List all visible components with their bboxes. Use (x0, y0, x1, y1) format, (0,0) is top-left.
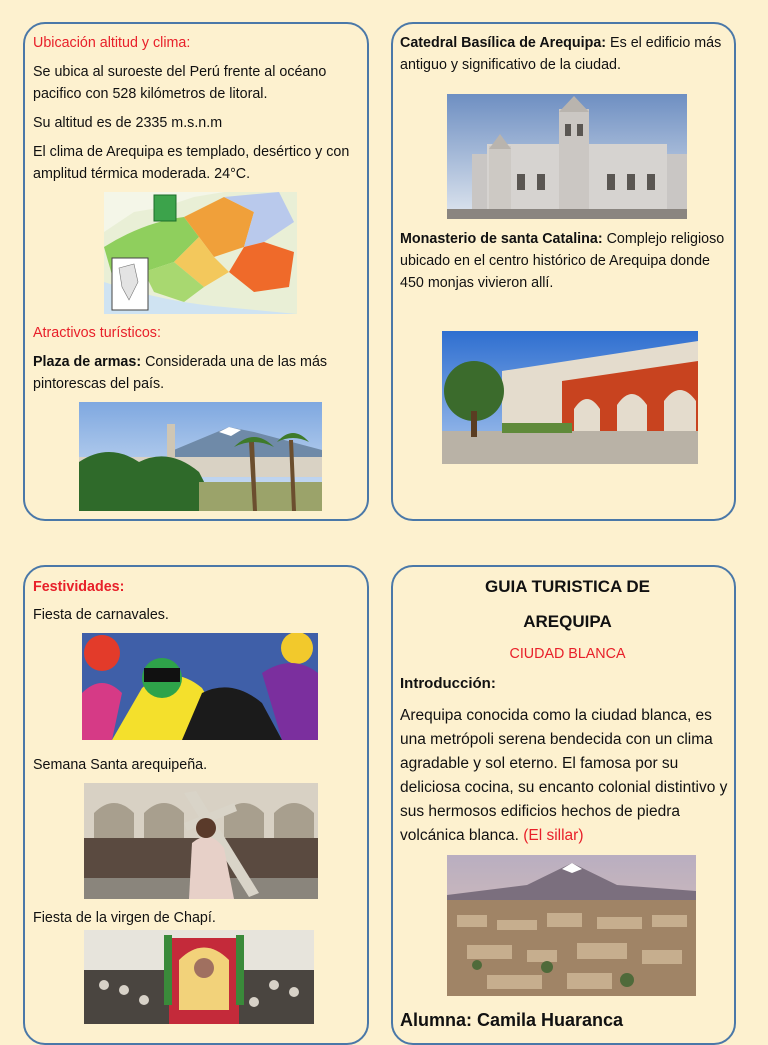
altitude-text: Su altitud es de 2335 m.s.n.m (33, 115, 223, 131)
monasterio-text: Complejo religioso ubicado en el centro histórico de Arequipa donde 450 monjas vivieron allí. (400, 231, 725, 291)
arequipa-city-image (447, 855, 696, 996)
monasterio-title: Monasterio de santa Catalina: (400, 231, 603, 247)
catedral-image (447, 94, 687, 219)
monasterio-description (400, 228, 733, 294)
guide-title-line1: GUIA TURISTICA DE (485, 577, 650, 596)
catedral-title: Catedral Basílica de Arequipa: (400, 35, 607, 51)
author-name: Alumna: Camila Huaranca (400, 1010, 624, 1030)
carnavales-image (82, 633, 318, 740)
catedral-description (400, 32, 730, 76)
fiesta-chapi-text: Fiesta de la virgen de Chapí. (33, 910, 216, 926)
fiesta-carnavales-text: Fiesta de carnavales. (33, 607, 169, 623)
festividades-heading: Festividades: (33, 579, 125, 595)
catedral-text: Es el edificio más antiguo y significativo de la ciudad. (400, 35, 722, 73)
plaza-de-armas-image (79, 402, 322, 511)
intro-sillar: (El sillar) (523, 827, 584, 844)
guide-subtitle: CIUDAD BLANCA (509, 646, 626, 662)
semana-santa-text: Semana Santa arequipeña. (33, 757, 208, 773)
plaza-title: Plaza de armas: (33, 354, 142, 370)
location-heading: Ubicación altitud y clima: (33, 35, 191, 51)
location-text: Se ubica al suroeste del Perú frente al océano pacifico con 528 kilómetros de litoral. (33, 64, 327, 102)
intro-body: Arequipa conocida como la ciudad blanca, es una metrópoli serena bendecida con un clima agradable y sol eterno. El famosa por su deliciosa cocina, su encanto colonial distintivo y sus hermosos edificios hechos de piedra volcánica blanca. (400, 707, 728, 844)
attractions-heading: Atractivos turísticos: (33, 325, 161, 341)
climate-text: El clima de Arequipa es templado, desértico y con amplitud térmica moderada. 24°C. (33, 144, 350, 182)
virgen-chapi-image (84, 930, 314, 1024)
semana-santa-image (84, 783, 318, 899)
monasterio-santa-catalina-image (442, 331, 698, 464)
guide-title-line2: AREQUIPA (523, 612, 612, 631)
plaza-description (33, 351, 368, 395)
arequipa-map-image (104, 192, 297, 314)
plaza-text: Considerada una de las más pintorescas del país. (33, 354, 328, 392)
intro-text (400, 704, 734, 848)
intro-heading: Introducción: (400, 675, 496, 692)
